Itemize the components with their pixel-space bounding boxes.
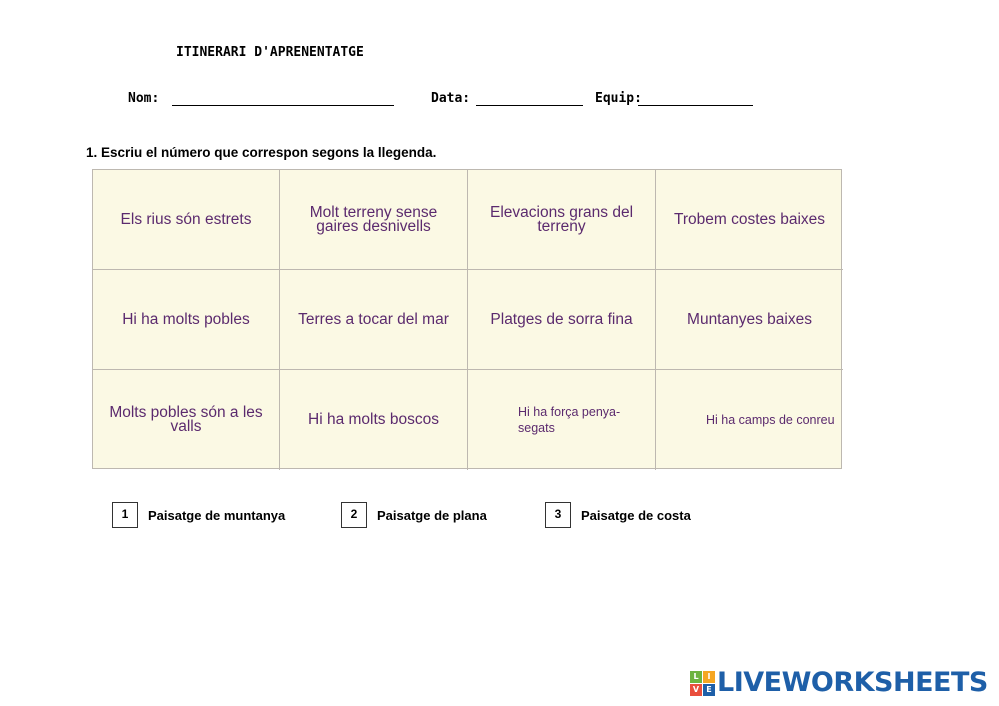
statement-cell[interactable]: Elevacions grans del terreny xyxy=(468,170,656,270)
name-field[interactable] xyxy=(172,92,394,106)
legend-item-mountain xyxy=(112,502,285,528)
legend-item-plain xyxy=(341,502,487,528)
legend xyxy=(0,502,999,532)
statement-cell[interactable]: Platges de sorra fina xyxy=(468,270,656,370)
date-label: Data: xyxy=(431,91,471,106)
legend-number: 2 xyxy=(341,502,367,528)
statement-cell[interactable]: Hi ha camps de conreu xyxy=(706,413,835,427)
legend-item-coast xyxy=(545,502,691,528)
logo-letter: E xyxy=(703,684,715,696)
statement-cell[interactable]: Hi ha molts boscos xyxy=(280,370,468,470)
statement-cell[interactable]: Terres a tocar del mar xyxy=(280,270,468,370)
statement-cell[interactable]: Muntanyes baixes xyxy=(656,270,843,370)
logo-letter: I xyxy=(703,671,715,683)
statement-cell[interactable]: Molts pobles són a les valls xyxy=(93,370,280,470)
legend-label: Paisatge de costa xyxy=(581,507,691,523)
statement-cell[interactable]: Trobem costes baixes xyxy=(656,170,843,270)
legend-label: Paisatge de muntanya xyxy=(148,507,286,523)
name-label: Nom: xyxy=(128,91,160,106)
legend-label: Paisatge de plana xyxy=(377,507,487,523)
date-field[interactable] xyxy=(476,92,583,106)
team-field[interactable] xyxy=(638,92,753,106)
statement-cell[interactable]: Hi ha molts pobles xyxy=(93,270,280,370)
legend-number: 1 xyxy=(112,502,138,528)
statement-cell[interactable]: Molt terreny sense gaires desnivells xyxy=(280,170,468,270)
statements-grid xyxy=(92,169,842,469)
exercise-instruction: 1. Escriu el número que correspon segons la llegenda. xyxy=(86,145,437,160)
brand-name: LIVEWORKSHEETS xyxy=(717,667,988,698)
logo-letter: L xyxy=(690,671,702,683)
statement-cell[interactable]: Els rius són estrets xyxy=(93,170,280,270)
liveworksheets-logo xyxy=(690,667,988,698)
team-label: Equip: xyxy=(595,91,642,106)
statement-cell[interactable]: Hi ha força penya-segats xyxy=(468,370,656,470)
logo-letter: V xyxy=(690,684,702,696)
legend-number: 3 xyxy=(545,502,571,528)
liveworksheets-icon xyxy=(690,671,714,695)
worksheet-title: ITINERARI D'APRENENTATGE xyxy=(176,45,364,60)
